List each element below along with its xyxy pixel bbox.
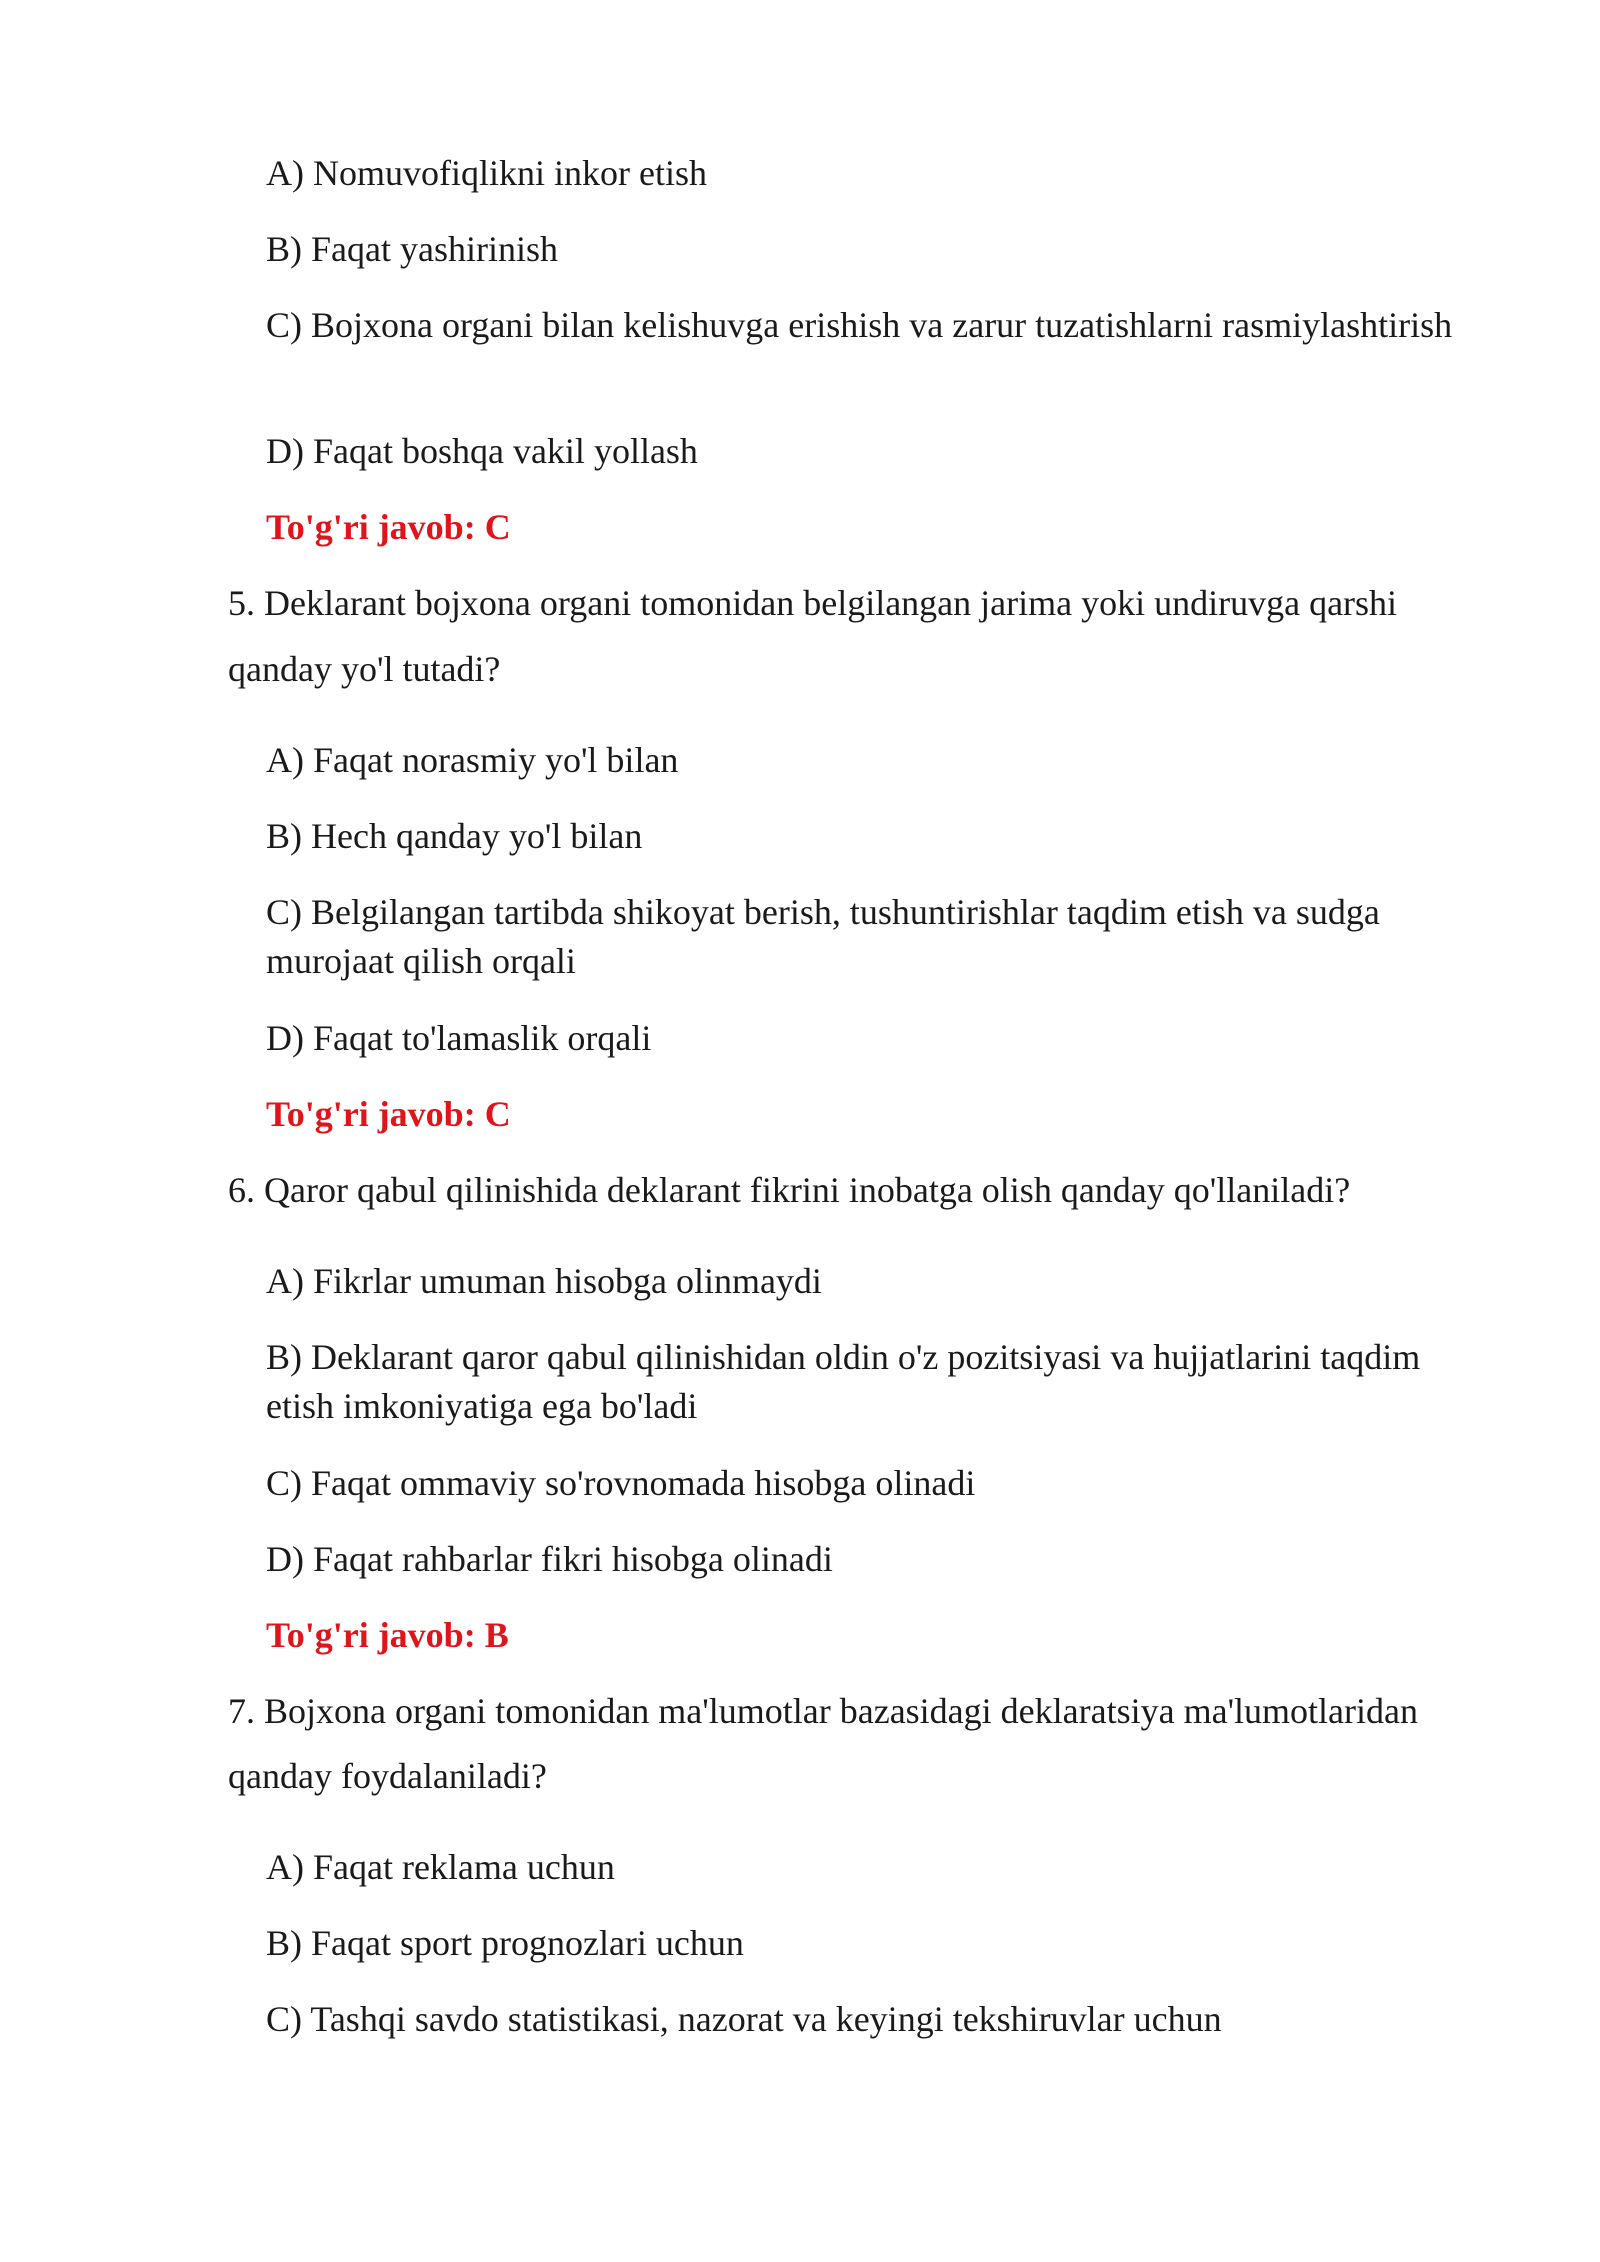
option-5d: D) Faqat to'lamaslik orqali: [266, 1018, 652, 1058]
option-4c: C) Bojxona organi bilan kelishuvga erishish va zarur tuzatishlarni rasmiylashtirish: [266, 305, 1453, 345]
option-4b: B) Faqat yashirinish: [266, 229, 558, 269]
option-7c: C) Tashqi savdo statistikasi, nazorat va keyingi tekshiruvlar uchun: [266, 1999, 1222, 2039]
option-5c: C) Belgilangan tartibda shikoyat berish, tushuntirishlar taqdim etish va sudga murojaat qilish orqali: [266, 892, 1380, 981]
answer-4: To'g'ri javob: C: [266, 507, 511, 547]
question-5-line-1: 5. Deklarant bojxona organi tomonidan belgilangan jarima yoki undiruvga qarshi: [228, 583, 1398, 623]
option-6a: A) Fikrlar umuman hisobga olinmaydi: [266, 1261, 822, 1301]
question-5-line-2: qanday yo'l tutadi?: [228, 649, 501, 689]
option-5b: B) Hech qanday yo'l bilan: [266, 816, 643, 856]
answer-6: To'g'ri javob: B: [266, 1615, 509, 1655]
answer-5: To'g'ri javob: C: [266, 1094, 511, 1134]
option-7a: A) Faqat reklama uchun: [266, 1847, 615, 1887]
question-6-line-1: 6. Qaror qabul qilinishida deklarant fikrini inobatga olish qanday qo'llaniladi?: [228, 1170, 1351, 1210]
option-6c: C) Faqat ommaviy so'rovnomada hisobga olinadi: [266, 1463, 976, 1503]
option-7b: B) Faqat sport prognozlari uchun: [266, 1923, 744, 1963]
option-5a: A) Faqat norasmiy yo'l bilan: [266, 740, 679, 780]
option-6d: D) Faqat rahbarlar fikri hisobga olinadi: [266, 1539, 833, 1579]
option-6b: B) Deklarant qaror qabul qilinishidan oldin o'z pozitsiyasi va hujjatlarini taqdim etish imkoniyatiga ega bo'ladi: [266, 1337, 1421, 1426]
option-4a: A) Nomuvofiqlikni inkor etish: [266, 153, 707, 193]
question-7-line-1: 7. Bojxona organi tomonidan ma'lumotlar bazasidagi deklaratsiya ma'lumotlaridan: [228, 1691, 1419, 1731]
option-4d: D) Faqat boshqa vakil yollash: [266, 431, 698, 471]
question-7-line-2: qanday foydalaniladi?: [228, 1756, 547, 1796]
